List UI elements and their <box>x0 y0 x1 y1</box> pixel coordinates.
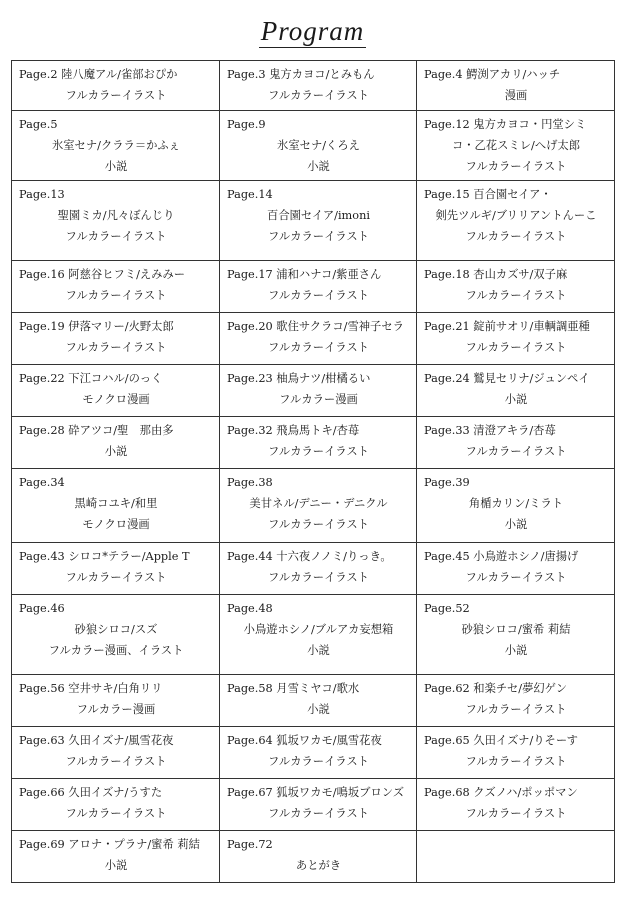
program-cell <box>12 313 220 365</box>
page-entry-detail: フルカラーイラスト <box>268 571 369 584</box>
page-entry-heading: Page.65 久田イズナ/りそーす <box>424 734 578 747</box>
page-entry-detail: フルカラーイラスト <box>268 445 369 458</box>
page-entry-heading: Page.2 陸八魔アル/雀部おぴか <box>19 68 178 81</box>
program-cell <box>220 261 417 313</box>
page-entry-detail: 氷室セナ/クララ＝かふぇ <box>51 139 181 152</box>
page-entry-heading: Page.17 浦和ハナコ/紫亜さん <box>227 268 382 281</box>
program-row <box>12 313 615 365</box>
page-entry-detail: フルカラーイラスト <box>465 703 567 716</box>
page-entry-heading: Page.14 <box>227 188 273 201</box>
page-entry-detail: 小説 <box>504 644 528 657</box>
program-cell <box>417 261 615 313</box>
page-entry-heading: Page.19 伊落マリー/火野太郎 <box>19 320 174 333</box>
page-entry-detail: 百合園セイア/imoni <box>267 209 370 222</box>
program-cell <box>220 111 417 181</box>
program-cell <box>417 111 615 181</box>
program-cell <box>220 313 417 365</box>
program-row <box>12 111 615 181</box>
page-entry-detail: 小説 <box>307 644 330 657</box>
program-cell <box>220 779 417 831</box>
program-body <box>12 61 615 883</box>
program-cell <box>12 181 220 261</box>
program-row <box>12 727 615 779</box>
page-entry-detail: あとがき <box>295 859 342 872</box>
page-entry-heading: Page.64 狐坂ワカモ/風雪花夜 <box>227 734 382 747</box>
page-entry-detail: フルカラーイラスト <box>465 445 567 458</box>
page-entry-detail: フルカラー漫画 <box>76 703 156 716</box>
page-entry-detail: フルカラー漫画、イラスト <box>48 644 184 657</box>
page-entry-detail: 小説 <box>307 160 330 173</box>
page-entry-detail: フルカラーイラスト <box>268 89 369 102</box>
page-entry-detail: 砂狼シロコ/蜜希 莉結 <box>461 623 571 636</box>
program-cell <box>12 543 220 595</box>
title-wrap <box>0 16 625 48</box>
page-entry-detail: 剣先ツルギ/ブリリアントんーこ <box>435 209 597 222</box>
page-entry-heading: Page.13 <box>19 188 65 201</box>
page-entry-heading: Page.21 錠前サオリ/車輌調亜種 <box>424 320 590 333</box>
page-entry-detail: フルカラーイラスト <box>268 289 369 302</box>
program-cell <box>220 831 417 883</box>
program-cell <box>12 727 220 779</box>
program-cell <box>417 831 615 883</box>
page-entry-detail: フルカラーイラスト <box>268 807 369 820</box>
page-entry-heading: Page.33 清澄アキラ/杏苺 <box>424 424 556 437</box>
page-entry-heading: Page.39 <box>424 476 470 489</box>
page-entry-detail: 小説 <box>504 393 528 406</box>
program-cell <box>417 313 615 365</box>
page-entry-detail: モノクロ漫画 <box>82 518 150 531</box>
program-cell <box>12 831 220 883</box>
program-row <box>12 779 615 831</box>
page-entry-detail: 黒崎コユキ/和里 <box>74 497 158 510</box>
page-entry-detail: 漫画 <box>504 89 528 102</box>
page-entry-detail: フルカラーイラスト <box>65 89 167 102</box>
program-row <box>12 675 615 727</box>
page-entry-detail: フルカラーイラスト <box>465 160 567 173</box>
page-entry-heading: Page.56 空井サキ/白角リリ <box>19 682 163 695</box>
program-cell <box>417 181 615 261</box>
page-entry-heading: Page.69 アロナ・プラナ/蜜希 莉結 <box>19 838 200 851</box>
page-entry-heading: Page.22 下江コハル/のっく <box>19 372 163 385</box>
program-cell <box>417 417 615 469</box>
program-cell <box>417 595 615 675</box>
page-entry-heading: Page.20 歌住サクラコ/雪神子セラ <box>227 320 404 333</box>
program-row <box>12 831 615 883</box>
program-cell <box>12 61 220 111</box>
program-cell <box>417 727 615 779</box>
page-entry-heading: Page.32 飛鳥馬トキ/杏苺 <box>227 424 360 437</box>
page-entry-detail: フルカラーイラスト <box>465 289 567 302</box>
program-row <box>12 365 615 417</box>
page-entry-heading: Page.3 鬼方カヨコ/とみもん <box>227 68 375 81</box>
page-entry-heading: Page.28 砕アツコ/聖 那由多 <box>19 424 174 437</box>
page-entry-detail: フルカラーイラスト <box>465 807 567 820</box>
program-cell <box>417 469 615 543</box>
page-entry-heading: Page.43 シロコ*テラー/Apple T <box>19 550 190 563</box>
page-entry-heading: Page.58 月雪ミヤコ/歌水 <box>227 682 360 695</box>
page-title: Program <box>259 16 367 48</box>
page-entry-heading: Page.48 <box>227 602 273 615</box>
page-entry-detail: フルカラーイラスト <box>465 755 567 768</box>
page-entry-heading: Page.12 鬼方カヨコ・円堂シミ <box>424 118 587 131</box>
page-entry-detail: フルカラーイラスト <box>268 230 369 243</box>
page-entry-detail: フルカラーイラスト <box>65 571 167 584</box>
program-cell <box>417 543 615 595</box>
page-entry-heading: Page.9 <box>227 118 266 131</box>
page-entry-heading: Page.24 鷲見セリナ/ジュンペイ <box>424 372 590 385</box>
program-cell <box>220 181 417 261</box>
program-cell <box>220 543 417 595</box>
page-entry-detail: 聖園ミカ/凡々ぼんじり <box>57 209 175 222</box>
program-row <box>12 417 615 469</box>
program-cell <box>12 469 220 543</box>
program-row <box>12 61 615 111</box>
page-entry-detail: フルカラーイラスト <box>65 341 167 354</box>
page-entry-detail: フルカラー漫画 <box>279 393 358 406</box>
page-entry-detail: フルカラーイラスト <box>65 230 167 243</box>
page-entry-detail: フルカラーイラスト <box>268 341 369 354</box>
page-entry-heading: Page.34 <box>19 476 65 489</box>
program-cell <box>12 779 220 831</box>
page-entry-heading: Page.46 <box>19 602 65 615</box>
program-cell <box>12 111 220 181</box>
page-entry-heading: Page.4 鰐渕アカリ/ハッチ <box>424 68 561 81</box>
program-cell <box>417 675 615 727</box>
page-entry-detail: 美甘ネル/デニー・デニクル <box>249 497 388 510</box>
page-entry-detail: 小鳥遊ホシノ/ブルアカ妄想箱 <box>243 623 394 636</box>
page-entry-heading: Page.15 百合園セイア・ <box>424 188 552 201</box>
page-entry-heading: Page.63 久田イズナ/風雪花夜 <box>19 734 174 747</box>
page-entry-detail: フルカラーイラスト <box>268 755 369 768</box>
page-entry-detail: 氷室セナ/くろえ <box>277 139 360 152</box>
page-entry-heading: Page.62 和楽チセ/夢幻ゲン <box>424 682 568 695</box>
program-row <box>12 261 615 313</box>
page-entry-heading: Page.67 狐坂ワカモ/鳴坂ブロンズ <box>227 786 405 799</box>
page-entry-detail: 小説 <box>307 703 330 716</box>
page-entry-heading: Page.68 クズノハ/ポッポマン <box>424 786 578 799</box>
program-row <box>12 469 615 543</box>
program-cell <box>220 417 417 469</box>
page-entry-detail: フルカラーイラスト <box>465 571 567 584</box>
program-cell <box>220 727 417 779</box>
program-cell <box>12 261 220 313</box>
page-entry-detail: コ・乙花スミレ/へげ太郎 <box>451 139 581 152</box>
page-entry-detail: 小説 <box>104 160 128 173</box>
page-entry-detail: 小説 <box>104 859 128 872</box>
program-cell <box>12 595 220 675</box>
program-cell <box>12 365 220 417</box>
page-entry-heading: Page.52 <box>424 602 470 615</box>
page-entry-detail: 小説 <box>504 518 528 531</box>
page-entry-heading: Page.16 阿慈谷ヒフミ/えみみー <box>19 268 186 281</box>
program-cell <box>417 61 615 111</box>
program-cell <box>12 417 220 469</box>
page-entry-detail: フルカラーイラスト <box>268 518 369 531</box>
page-entry-detail: フルカラーイラスト <box>65 807 167 820</box>
page-entry-heading: Page.18 杏山カズサ/双子麻 <box>424 268 568 281</box>
page-entry-heading: Page.23 柚鳥ナツ/柑橘るい <box>227 372 371 385</box>
program-cell <box>417 779 615 831</box>
page-entry-detail: モノクロ漫画 <box>82 393 150 406</box>
page-entry-detail: 小説 <box>104 445 128 458</box>
page-entry-detail: フルカラーイラスト <box>65 289 167 302</box>
program-row <box>12 543 615 595</box>
page-entry-heading: Page.5 <box>19 118 58 131</box>
program-cell <box>220 595 417 675</box>
program-cell <box>220 61 417 111</box>
program-table <box>11 60 615 883</box>
program-cell <box>220 675 417 727</box>
page-entry-detail: フルカラーイラスト <box>465 341 567 354</box>
page-entry-detail: 角楯カリン/ミラト <box>468 497 564 510</box>
program-row <box>12 595 615 675</box>
program-cell <box>220 469 417 543</box>
page-entry-heading: Page.45 小鳥遊ホシノ/唐揚げ <box>424 550 579 563</box>
program-row <box>12 181 615 261</box>
program-cell <box>417 365 615 417</box>
page-entry-heading: Page.38 <box>227 476 273 489</box>
page-entry-heading: Page.44 十六夜ノノミ/りっき。 <box>227 550 392 563</box>
page-entry-detail: 砂狼シロコ/スズ <box>74 623 158 636</box>
program-cell <box>12 675 220 727</box>
page-entry-detail: フルカラーイラスト <box>465 230 567 243</box>
program-cell <box>220 365 417 417</box>
page-entry-heading: Page.66 久田イズナ/うすた <box>19 786 163 799</box>
page-entry-heading: Page.72 <box>227 838 273 851</box>
page-entry-detail: フルカラーイラスト <box>65 755 167 768</box>
